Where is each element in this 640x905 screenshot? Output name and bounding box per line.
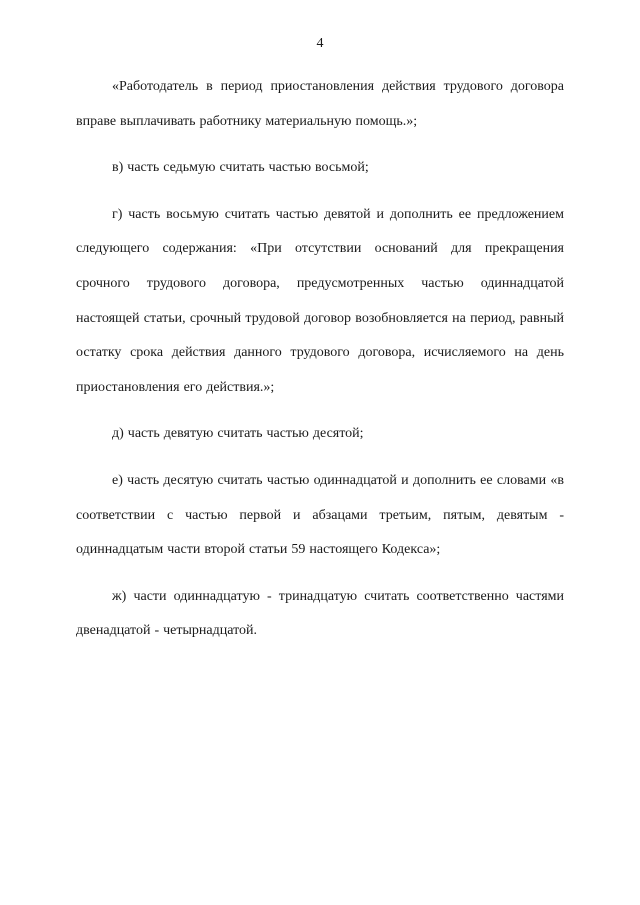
paragraph-material-assistance: «Работодатель в период приостановления действия трудового договора вправе выплачивать работнику материальную помощь.»; — [76, 79, 564, 129]
paragraph-g: г) часть восьмую считать частью девятой и дополнить ее предложением следующего содержания: «При отсутствии оснований для прекращения срочного трудового договора, предусмотренных частью одиннадцатой настоящей статьи, срочный трудовой договор возобновляется на период, равный остатку срока действия данного трудового договора, исчисляемого на день приостановления его действия.»; — [76, 206, 564, 395]
paragraph-d: д) часть девятую считать частью десятой; — [112, 426, 364, 442]
paragraph-zh: ж) части одиннадцатую - тринадцатую считать соответственно частями двенадцатой - четырнадцатой. — [76, 588, 564, 639]
document-body — [76, 70, 564, 661]
paragraph-e: е) часть десятую считать частью одиннадцатой и дополнить ее словами «в соответствии с частью первой и абзацами третьим, пятым, девятым - одиннадцатым части второй статьи 59 настоящего Кодекса»; — [76, 472, 564, 558]
page-number: 4 — [316, 36, 324, 51]
paragraph-v: в) часть седьмую считать частью восьмой; — [112, 160, 369, 176]
